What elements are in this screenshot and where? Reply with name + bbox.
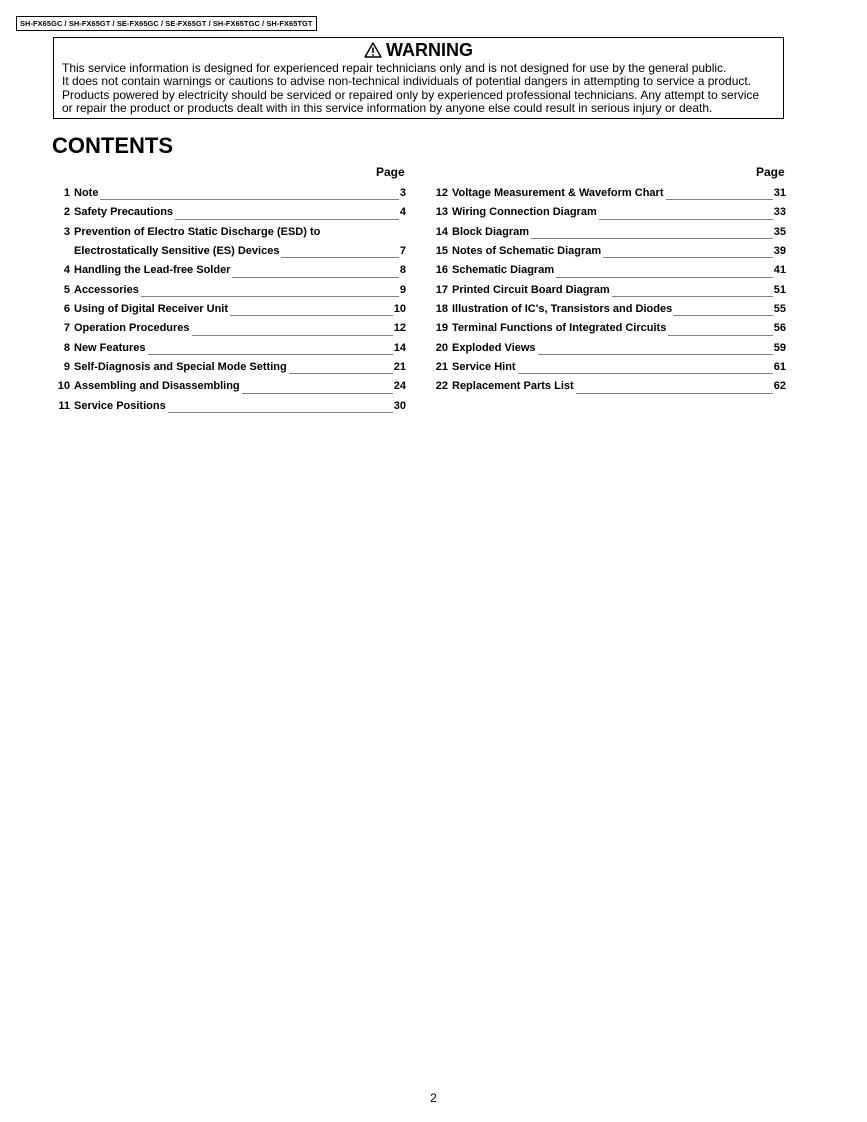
toc-leader-dots [148, 354, 393, 355]
toc-entry[interactable] [430, 322, 786, 341]
toc-entry-title: Voltage Measurement & Waveform Chart [452, 187, 664, 199]
toc-entry[interactable] [430, 245, 786, 264]
toc-entry-number: 2 [63, 206, 70, 219]
toc-entry-number: 3 [63, 225, 70, 238]
toc-leader-dots [192, 335, 393, 336]
warning-line: Products powered by electricity should be serviced or repaired only by experienced professional technicians. Any attempt to service [62, 87, 760, 102]
toc-entry-number: 4 [63, 264, 70, 277]
toc-entry[interactable] [52, 303, 406, 322]
toc-leader-dots [531, 238, 773, 239]
toc-right-column [430, 187, 786, 400]
toc-entry-page: 14 [393, 341, 406, 354]
toc-entry-title: Self-Diagnosis and Special Mode Setting [74, 361, 287, 374]
toc-leader-dots [141, 296, 399, 297]
toc-entry-title: Printed Circuit Board Diagram [452, 283, 610, 296]
toc-entry-page: 10 [393, 303, 406, 316]
toc-entry-title: Note [74, 187, 99, 199]
toc-leader-dots [556, 277, 773, 278]
toc-entry-page: 39 [773, 245, 786, 258]
toc-leader-dots [281, 257, 398, 258]
toc-entry-number: 9 [63, 361, 70, 374]
toc-entry-title: Wiring Connection Diagram [452, 206, 597, 219]
toc-entry-number: 6 [63, 303, 70, 316]
toc-entry[interactable] [52, 380, 406, 399]
toc-entry-title: New Features [74, 341, 146, 354]
toc-entry-page: 7 [399, 245, 406, 258]
toc-left-column [52, 187, 406, 419]
toc-entry[interactable] [52, 206, 406, 225]
toc-entry-page: 3 [399, 187, 406, 199]
toc-entry-title: Replacement Parts List [452, 380, 574, 393]
toc-entry-number: 7 [63, 322, 70, 335]
toc-entry-page: 55 [773, 303, 786, 316]
toc-leader-dots [289, 373, 393, 374]
toc-leader-dots [232, 277, 398, 278]
page-number: 2 [430, 1091, 437, 1105]
toc-entry-page: 41 [773, 264, 786, 277]
warning-line: This service information is designed for experienced repair technicians only and is not designed for use by the general public. [62, 61, 727, 75]
toc-entry[interactable] [430, 264, 786, 283]
toc-leader-dots [168, 412, 393, 413]
toc-entry-title: Block Diagram [452, 225, 530, 238]
toc-entry-number: 5 [63, 283, 70, 296]
toc-entry-page: 31 [773, 187, 786, 199]
toc-entry-page: 4 [399, 206, 406, 219]
warning-title-text: WARNING [386, 40, 473, 60]
toc-leader-dots [100, 199, 398, 200]
toc-entry[interactable] [430, 361, 786, 380]
toc-entry-title: Accessories [74, 283, 139, 296]
toc-entry-page: 30 [393, 399, 406, 412]
model-header: SH-FX65GC / SH-FX65GT / SE-FX65GC / SE-FX65GT / SH-FX65TGC / SH-FX65TGT [16, 16, 317, 31]
toc-entry-title: Service Positions [74, 399, 166, 412]
toc-entry-page: 51 [773, 283, 786, 296]
toc-entry-number: 1 [63, 187, 70, 199]
toc-leader-dots [175, 219, 399, 220]
toc-entry[interactable] [430, 380, 786, 399]
toc-entry-page: 62 [773, 380, 786, 393]
toc-entry-number: 14 [435, 225, 448, 238]
toc-entry-number: 21 [435, 361, 448, 374]
toc-entry-number: 20 [435, 341, 448, 354]
toc-entry-number: 16 [435, 264, 448, 277]
toc-entry-number: 12 [435, 187, 448, 199]
toc-entry[interactable] [52, 322, 406, 341]
toc-entry-number: 15 [435, 245, 448, 258]
toc-entry-title: Using of Digital Receiver Unit [74, 303, 229, 316]
toc-entry-number: 18 [435, 303, 448, 316]
toc-leader-dots [538, 354, 773, 355]
toc-leader-dots [612, 296, 773, 297]
toc-entry-title: Prevention of Electro Static Discharge (ESD) to [74, 225, 321, 238]
toc-entry-title: Electrostatically Sensitive (ES) Devices [74, 245, 280, 258]
toc-entry[interactable] [52, 342, 406, 361]
warning-triangle-icon [364, 42, 382, 58]
toc-entry[interactable] [52, 264, 406, 283]
toc-leader-dots [599, 219, 773, 220]
toc-entry-number: 11 [58, 399, 70, 412]
warning-line: It does not contain warnings or cautions to advise non-technical individuals of potential dangers in attempting to service a product. [62, 74, 752, 89]
toc-entry-number: 10 [57, 380, 70, 393]
toc-entry-title: Exploded Views [452, 341, 536, 354]
toc-entry[interactable] [430, 226, 786, 245]
toc-entry-title: Operation Procedures [74, 322, 190, 335]
contents-title: CONTENTS [52, 133, 173, 158]
toc-entry-page: 33 [773, 206, 786, 219]
toc-entry-title: Service Hint [452, 361, 516, 374]
toc-entry-number: 8 [63, 341, 70, 354]
toc-leader-dots [603, 257, 773, 258]
toc-leader-dots [518, 373, 773, 374]
toc-leader-dots [576, 393, 773, 394]
page-column-label-right: Page [756, 165, 785, 179]
toc-entry-number: 22 [435, 380, 448, 393]
toc-entry-number: 17 [435, 283, 448, 296]
toc-entry-page: 59 [773, 341, 786, 354]
toc-entry-page: 24 [393, 380, 406, 393]
toc-entry[interactable] [430, 342, 786, 361]
toc-entry-page: 21 [393, 361, 406, 374]
toc-entry[interactable] [52, 226, 406, 245]
toc-entry[interactable] [52, 284, 406, 303]
toc-entry-title: Notes of Schematic Diagram [452, 245, 602, 258]
toc-entry-page: 9 [399, 283, 406, 296]
toc-entry-page: 12 [393, 322, 406, 335]
toc-entry[interactable] [52, 187, 406, 206]
toc-entry-number: 13 [435, 206, 448, 219]
warning-line: or repair the product or products dealt with in this service information by anyone else could result in serious injury or death. [62, 101, 713, 116]
toc-entry-title: Assembling and Disassembling [74, 380, 240, 393]
toc-leader-dots [230, 315, 393, 316]
toc-entry[interactable] [430, 303, 786, 322]
toc-entry[interactable] [430, 187, 786, 206]
page-column-label-left: Page [376, 165, 405, 179]
toc-leader-dots [666, 199, 773, 200]
toc-leader-dots [242, 393, 393, 394]
toc-entry-title: Illustration of IC's, Transistors and Diodes [452, 303, 673, 316]
warning-box [53, 37, 784, 119]
toc-entry-number: 19 [435, 322, 448, 335]
toc-entry[interactable] [430, 284, 786, 303]
toc-entry[interactable] [52, 361, 406, 380]
toc-entry-title: Safety Precautions [74, 206, 174, 219]
toc-entry-title: Schematic Diagram [452, 264, 555, 277]
toc-entry-title: Handling the Lead-free Solder [74, 264, 231, 277]
toc-entry-page: 56 [773, 322, 786, 335]
toc-entry-page: 8 [399, 264, 406, 277]
warning-title [54, 40, 783, 60]
toc-leader-dots [674, 315, 773, 316]
toc-entry[interactable] [430, 206, 786, 225]
warning-body [62, 62, 777, 116]
toc-entry[interactable] [52, 400, 406, 419]
toc-entry[interactable] [52, 245, 406, 264]
toc-entry-page: 35 [773, 225, 786, 238]
toc-leader-dots [668, 335, 772, 336]
toc-entry-page: 61 [773, 361, 786, 374]
toc-entry-title: Terminal Functions of Integrated Circuits [452, 322, 667, 335]
